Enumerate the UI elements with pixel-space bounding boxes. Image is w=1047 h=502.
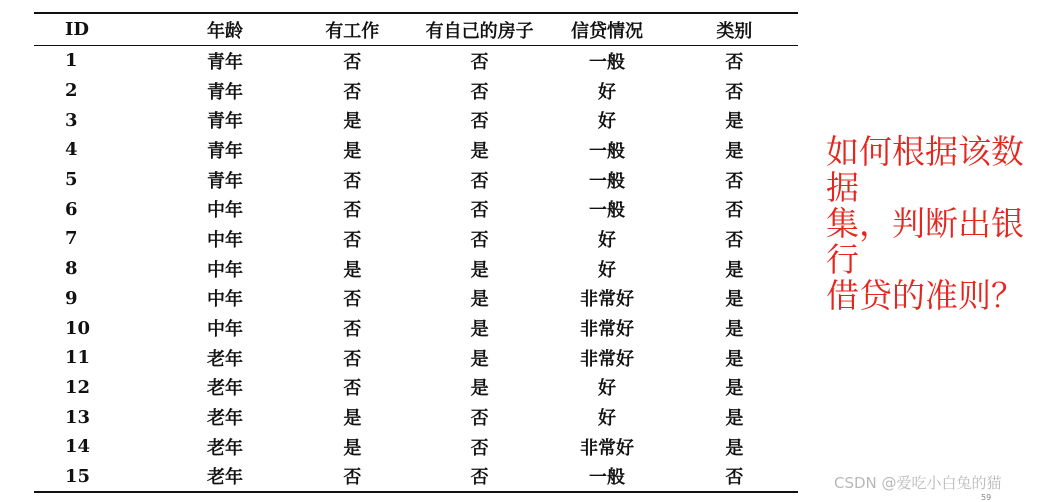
cell-age: 中年 <box>206 200 243 222</box>
cell-credit: 好 <box>597 229 616 251</box>
csdn-watermark: CSDN @爱吃小白兔的猫 <box>834 474 1002 492</box>
header-credit: 信贷情况 <box>543 14 670 46</box>
cell-has-job: 否 <box>343 289 362 311</box>
cell-id: 8 <box>65 258 78 280</box>
cell-class: 否 <box>725 81 744 103</box>
cell-id: 7 <box>65 228 78 250</box>
cell-age: 中年 <box>206 229 243 251</box>
cell-credit: 好 <box>597 408 616 430</box>
header-age: 年龄 <box>161 14 288 46</box>
table-row <box>34 76 798 106</box>
cell-age: 老年 <box>206 348 243 370</box>
cell-own-house: 否 <box>470 111 489 133</box>
cell-own-house: 否 <box>470 408 489 430</box>
cell-id: 3 <box>65 109 78 131</box>
table-row <box>34 105 798 135</box>
cell-credit: 非常好 <box>579 437 634 459</box>
cell-age: 老年 <box>206 408 243 430</box>
cell-has-job: 否 <box>343 170 362 192</box>
cell-own-house: 否 <box>470 51 489 73</box>
cell-class: 是 <box>725 289 744 311</box>
cell-class: 否 <box>725 170 744 192</box>
table-body <box>34 46 798 492</box>
cell-own-house: 是 <box>470 140 489 162</box>
table-row <box>34 165 798 195</box>
cell-id: 15 <box>65 465 91 487</box>
cell-age: 青年 <box>206 140 243 162</box>
cell-credit: 非常好 <box>579 348 634 370</box>
cell-credit: 一般 <box>588 467 625 489</box>
cell-credit: 好 <box>597 81 616 103</box>
cell-own-house: 否 <box>470 229 489 251</box>
question-text <box>826 134 1046 314</box>
cell-class: 是 <box>725 378 744 400</box>
cell-class: 否 <box>725 467 744 489</box>
cell-credit: 好 <box>597 259 616 281</box>
cell-has-job: 是 <box>343 259 362 281</box>
cell-own-house: 是 <box>470 259 489 281</box>
cell-credit: 一般 <box>588 170 625 192</box>
table-header-row <box>34 14 798 46</box>
question-line: 集，判断出银行 <box>826 204 1024 279</box>
page-number: 59 <box>981 493 992 502</box>
cell-id: 2 <box>65 80 78 102</box>
cell-id: 11 <box>65 347 91 369</box>
cell-has-job: 否 <box>343 319 362 341</box>
cell-has-job: 否 <box>343 229 362 251</box>
cell-credit: 非常好 <box>579 319 634 341</box>
cell-age: 老年 <box>206 437 243 459</box>
table-row <box>34 284 798 314</box>
cell-credit: 一般 <box>588 200 625 222</box>
dataset-table-container <box>34 12 798 493</box>
cell-credit: 一般 <box>588 140 625 162</box>
cell-credit: 一般 <box>588 51 625 73</box>
table-row <box>34 313 798 343</box>
cell-id: 4 <box>65 139 78 161</box>
table-bottom-rule <box>34 491 798 493</box>
cell-class: 是 <box>725 259 744 281</box>
cell-own-house: 否 <box>470 81 489 103</box>
cell-credit: 好 <box>597 111 616 133</box>
cell-has-job: 是 <box>343 111 362 133</box>
table-row <box>34 402 798 432</box>
header-own-house: 有自己的房子 <box>416 14 543 46</box>
cell-own-house: 否 <box>470 467 489 489</box>
table-row <box>34 343 798 373</box>
cell-id: 14 <box>65 436 91 458</box>
cell-class: 否 <box>725 51 744 73</box>
cell-class: 是 <box>725 408 744 430</box>
cell-class: 是 <box>725 319 744 341</box>
header-has-job: 有工作 <box>289 14 416 46</box>
cell-id: 9 <box>65 287 78 309</box>
table-row <box>34 194 798 224</box>
cell-own-house: 否 <box>470 200 489 222</box>
cell-credit: 非常好 <box>579 289 634 311</box>
question-line: 如何根据该数据 <box>826 132 1024 207</box>
question-line: 借贷的准则？ <box>826 276 1024 315</box>
cell-has-job: 否 <box>343 81 362 103</box>
table-row <box>34 462 798 492</box>
cell-class: 是 <box>725 348 744 370</box>
cell-has-job: 是 <box>343 140 362 162</box>
table-row <box>34 254 798 284</box>
cell-own-house: 是 <box>470 289 489 311</box>
cell-id: 13 <box>65 406 91 428</box>
cell-has-job: 否 <box>343 200 362 222</box>
cell-class: 否 <box>725 229 744 251</box>
cell-age: 青年 <box>206 81 243 103</box>
cell-class: 是 <box>725 140 744 162</box>
cell-has-job: 是 <box>343 437 362 459</box>
cell-has-job: 否 <box>343 348 362 370</box>
cell-has-job: 是 <box>343 408 362 430</box>
table-row <box>34 432 798 462</box>
cell-age: 中年 <box>206 319 243 341</box>
cell-id: 5 <box>65 169 78 191</box>
cell-own-house: 否 <box>470 170 489 192</box>
cell-id: 12 <box>65 376 91 398</box>
cell-age: 老年 <box>206 378 243 400</box>
cell-own-house: 是 <box>470 319 489 341</box>
cell-age: 中年 <box>206 289 243 311</box>
cell-has-job: 否 <box>343 378 362 400</box>
cell-id: 6 <box>65 198 78 220</box>
header-class: 类别 <box>671 14 798 46</box>
cell-age: 老年 <box>206 467 243 489</box>
cell-age: 中年 <box>206 259 243 281</box>
cell-class: 是 <box>725 111 744 133</box>
cell-id: 10 <box>65 317 91 339</box>
cell-has-job: 否 <box>343 467 362 489</box>
cell-age: 青年 <box>206 51 243 73</box>
table-row <box>34 224 798 254</box>
cell-own-house: 是 <box>470 378 489 400</box>
cell-own-house: 否 <box>470 437 489 459</box>
table-row <box>34 135 798 165</box>
cell-id: 1 <box>65 50 78 72</box>
cell-own-house: 是 <box>470 348 489 370</box>
loan-dataset-table <box>34 14 798 491</box>
cell-has-job: 否 <box>343 51 362 73</box>
header-id: ID <box>34 14 161 46</box>
table-row <box>34 373 798 403</box>
table-row <box>34 46 798 76</box>
cell-class: 是 <box>725 437 744 459</box>
cell-credit: 好 <box>597 378 616 400</box>
cell-age: 青年 <box>206 170 243 192</box>
cell-age: 青年 <box>206 111 243 133</box>
cell-class: 否 <box>725 200 744 222</box>
